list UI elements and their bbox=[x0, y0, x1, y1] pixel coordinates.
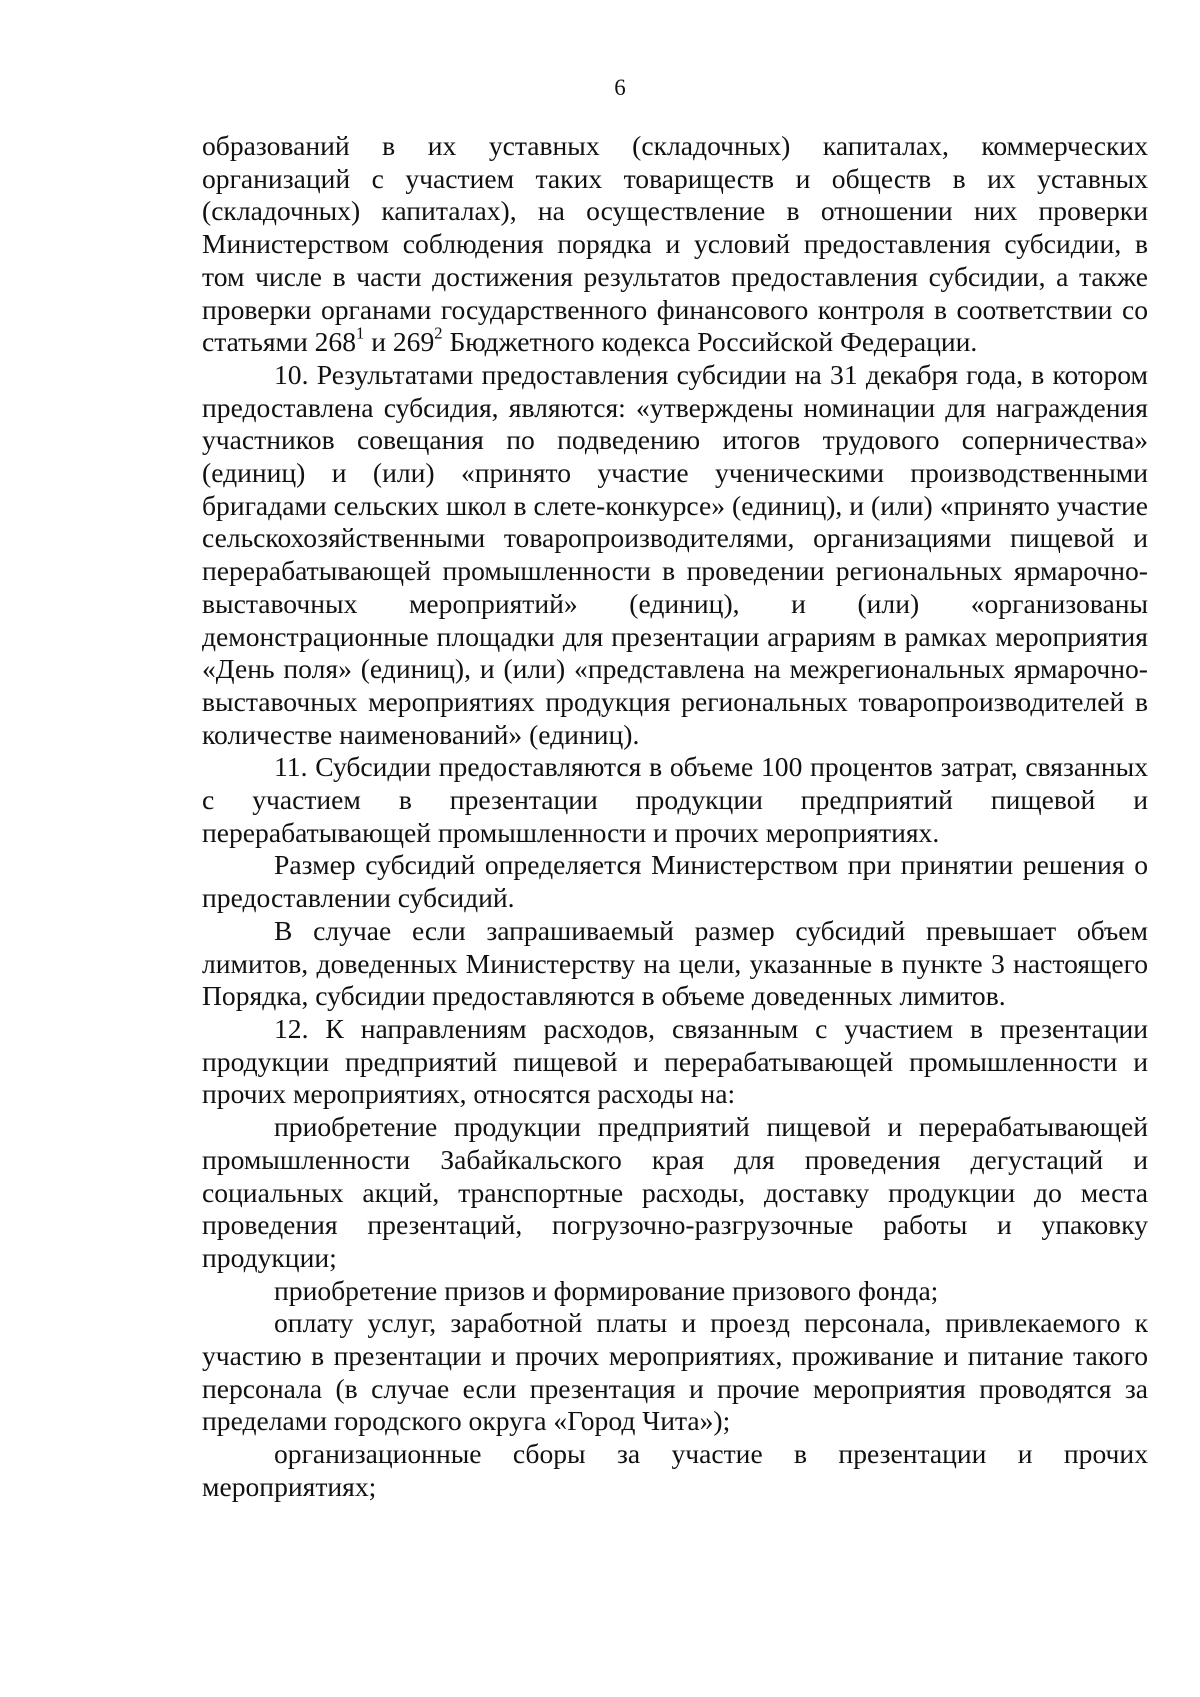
paragraph-continuation bbox=[202, 130, 1148, 359]
paragraph-11-limits: В случае если запрашиваемый размер субсидий превышает объем лимитов, доведенных Министерству на цели, указанные в пункте 3 настоящего Порядка, субсидии предоставляются в объеме доведенных лимитов. bbox=[202, 914, 1148, 1012]
paragraph-12-item-prizes: приобретение призов и формирование призового фонда; bbox=[274, 1274, 939, 1306]
paragraph-text: и 269 bbox=[364, 326, 435, 358]
paragraph-12: 12. К направлениям расходов, связанным с участием в презентации продукции предприятий пищевой и перерабатывающей промышленности и прочих мероприятиях, относятся расходы на: bbox=[202, 1012, 1148, 1110]
document-body bbox=[202, 130, 1148, 1504]
paragraph-text: образований в их уставных (складочных) капиталах, коммерческих организаций с участием таких товариществ и обществ в их уставных (складочных) капиталах), на осуществление в отношении них проверки Министерством соблюдения порядка и условий предоставления субсидии, в том числе в части достижения результатов предоставления субсидии, а также проверки органами государственного финансового контроля в соответствии со статьями 268 bbox=[202, 130, 1148, 358]
paragraph-12-item-staff: оплату услуг, заработной платы и проезд персонала, привлекаемого к участию в презентации и прочих мероприятиях, проживание и питание такого персонала (в случае если презентация и прочие мероприятия проводятся за пределами городского округа «Город Чита»); bbox=[202, 1307, 1148, 1437]
paragraph-text: Бюджетного кодекса Российской Федерации. bbox=[442, 326, 978, 358]
paragraph-12-item-fees: организационные сборы за участие в презентации и прочих мероприятиях; bbox=[202, 1438, 1148, 1502]
superscript: 2 bbox=[434, 323, 443, 343]
paragraph-11-subsidy-size: Размер субсидий определяется Министерством при принятии решения о предоставлении субсидий. bbox=[202, 849, 1148, 914]
superscript: 1 bbox=[356, 323, 365, 343]
paragraph-10: 10. Результатами предоставления субсидии на 31 декабря года, в котором предоставлена субсидия, являются: «утверждены номинации для награждения участников совещания по подведению итогов трудового соперничества» (единиц) и (или) «принято участие ученическими производственными бригадами сельских школ в слете-конкурсе» (единиц), и (или) «принято участие сельскохозяйственными товаропроизводителями, организациями пищевой и перерабатывающей промышленности в проведении региональных ярмарочно-выставочных мероприятий» (единиц), и (или) «организованы демонстрационные площадки для презентации аграриям в рамках мероприятия «День поля» (единиц), и (или) «представлена на межрегиональных ярмарочно-выставочных мероприятиях продукция региональных товаропроизводителей в количестве наименований» (единиц). bbox=[202, 358, 1148, 750]
page-number: 6 bbox=[614, 75, 626, 100]
paragraph-11: 11. Субсидии предоставляются в объеме 100 процентов затрат, связанных с участием в презентации продукции предприятий пищевой и перерабатывающей промышленности и прочих мероприятиях. bbox=[202, 751, 1148, 848]
paragraph-12-item-products: приобретение продукции предприятий пищевой и перерабатывающей промышленности Забайкальского края для проведения дегустаций и социальных акций, транспортные расходы, доставку продукции до места проведения презентаций, погрузочно-разгрузочные работы и упаковку продукции; bbox=[202, 1111, 1148, 1273]
